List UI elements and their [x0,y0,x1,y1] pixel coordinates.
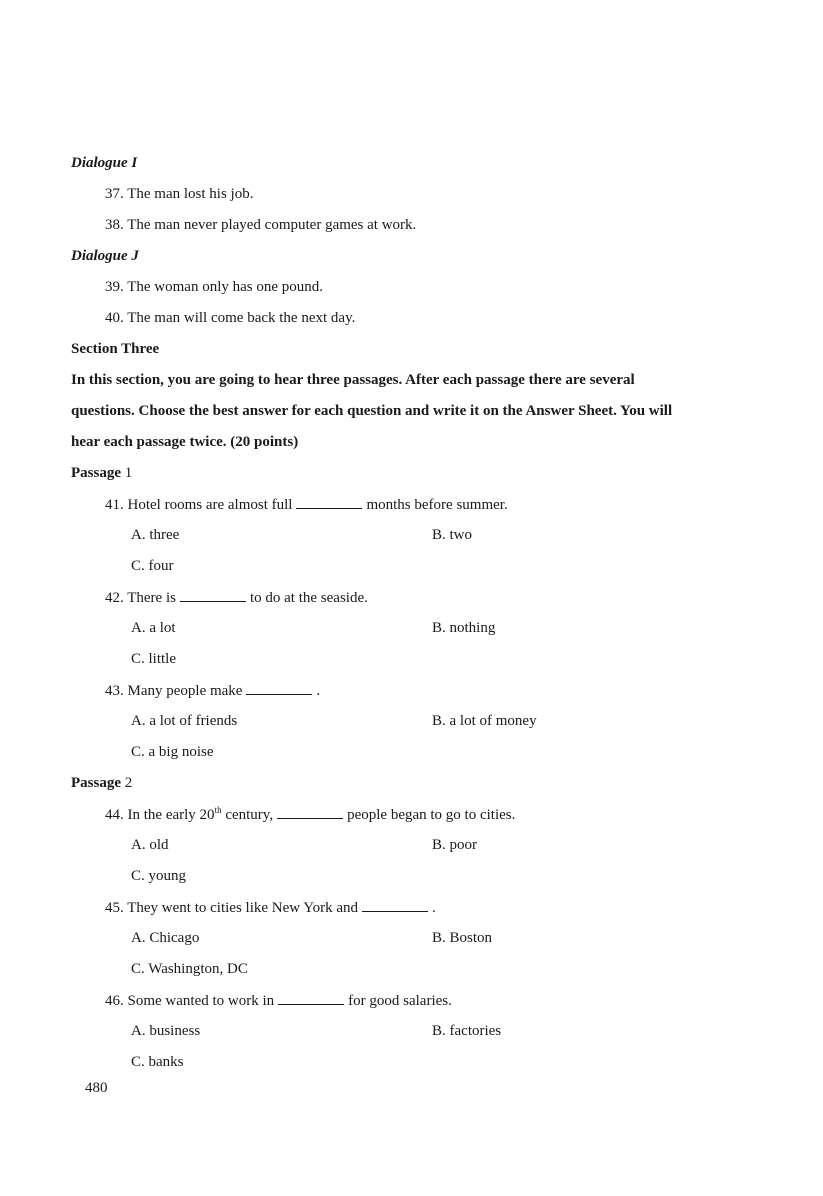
dialogue-i-title: Dialogue I [71,155,138,171]
item-text: The man lost his job. [127,186,254,202]
item-number: 37. [105,186,124,202]
item-text: The woman only has one pound. [127,279,324,295]
option-44-c: C. young [131,868,187,884]
dialogue-j-title: Dialogue J [71,248,139,264]
question-text: Hotel rooms are almost full [127,497,293,513]
option-41-c: C. four [131,558,174,574]
question-text: Many people make [127,683,243,699]
option-43-c: C. a big noise [131,744,214,760]
answer-blank [362,897,428,912]
question-text: months before summer. [366,497,508,513]
option-46-a: A. business [131,1023,201,1039]
item-number: 39. [105,279,124,295]
answer-blank [278,990,344,1005]
option-44-b: B. poor [432,837,477,853]
option-43-a: A. a lot of friends [131,713,238,729]
passage-2-title [71,773,132,793]
passage-number: 1 [124,465,133,481]
question-text: . [432,900,436,916]
option-46-c: C. banks [131,1054,184,1070]
question-number: 42. [105,590,124,606]
instructions-line-2: questions. Choose the best answer for each question and write it on the Answer Sheet. You will [71,403,673,419]
item-40 [105,308,355,328]
answer-blank [246,680,312,695]
passage-label: Passage [71,465,121,481]
question-text: In the early 20 [127,807,215,823]
question-43 [105,680,320,701]
item-number: 40. [105,310,124,326]
section-three-title: Section Three [71,341,160,357]
question-45 [105,897,436,918]
question-text: century, [225,807,274,823]
question-number: 44. [105,807,124,823]
question-number: 43. [105,683,124,699]
question-number: 46. [105,993,124,1009]
question-text: Some wanted to work in [127,993,275,1009]
question-46 [105,990,452,1011]
question-44 [105,804,515,825]
option-44-a: A. old [131,837,169,853]
question-number: 41. [105,497,124,513]
question-number: 45. [105,900,124,916]
option-42-c: C. little [131,651,176,667]
item-38 [105,215,416,235]
question-42 [105,587,368,608]
option-45-b: B. Boston [432,930,493,946]
question-41 [105,494,508,515]
question-text: There is [127,590,176,606]
question-text: They went to cities like New York and [127,900,359,916]
instructions-line-3: hear each passage twice. (20 points) [71,434,299,450]
option-42-a: A. a lot [131,620,176,636]
option-41-a: A. three [131,527,180,543]
option-41-b: B. two [432,527,473,543]
question-text: . [316,683,321,699]
option-43-b: B. a lot of money [432,713,537,729]
item-text: The man never played computer games at work. [127,217,417,233]
page-number: 480 [85,1080,108,1096]
option-45-c: C. Washington, DC [131,961,248,977]
option-42-b: B. nothing [432,620,496,636]
option-45-a: A. Chicago [131,930,200,946]
superscript: th [214,805,222,815]
item-text: The man will come back the next day. [127,310,356,326]
answer-blank [296,494,362,509]
answer-blank [277,804,343,819]
question-text: for good salaries. [348,993,452,1009]
option-46-b: B. factories [432,1023,502,1039]
question-text: people began to go to cities. [347,807,516,823]
item-37 [105,184,253,204]
answer-blank [180,587,246,602]
item-number: 38. [105,217,124,233]
passage-1-title [71,463,132,483]
passage-label: Passage [71,775,121,791]
question-text: to do at the seaside. [249,590,368,606]
passage-number: 2 [124,775,133,791]
item-39 [105,277,323,297]
instructions-line-1: In this section, you are going to hear three passages. After each passage there are several [71,372,635,388]
